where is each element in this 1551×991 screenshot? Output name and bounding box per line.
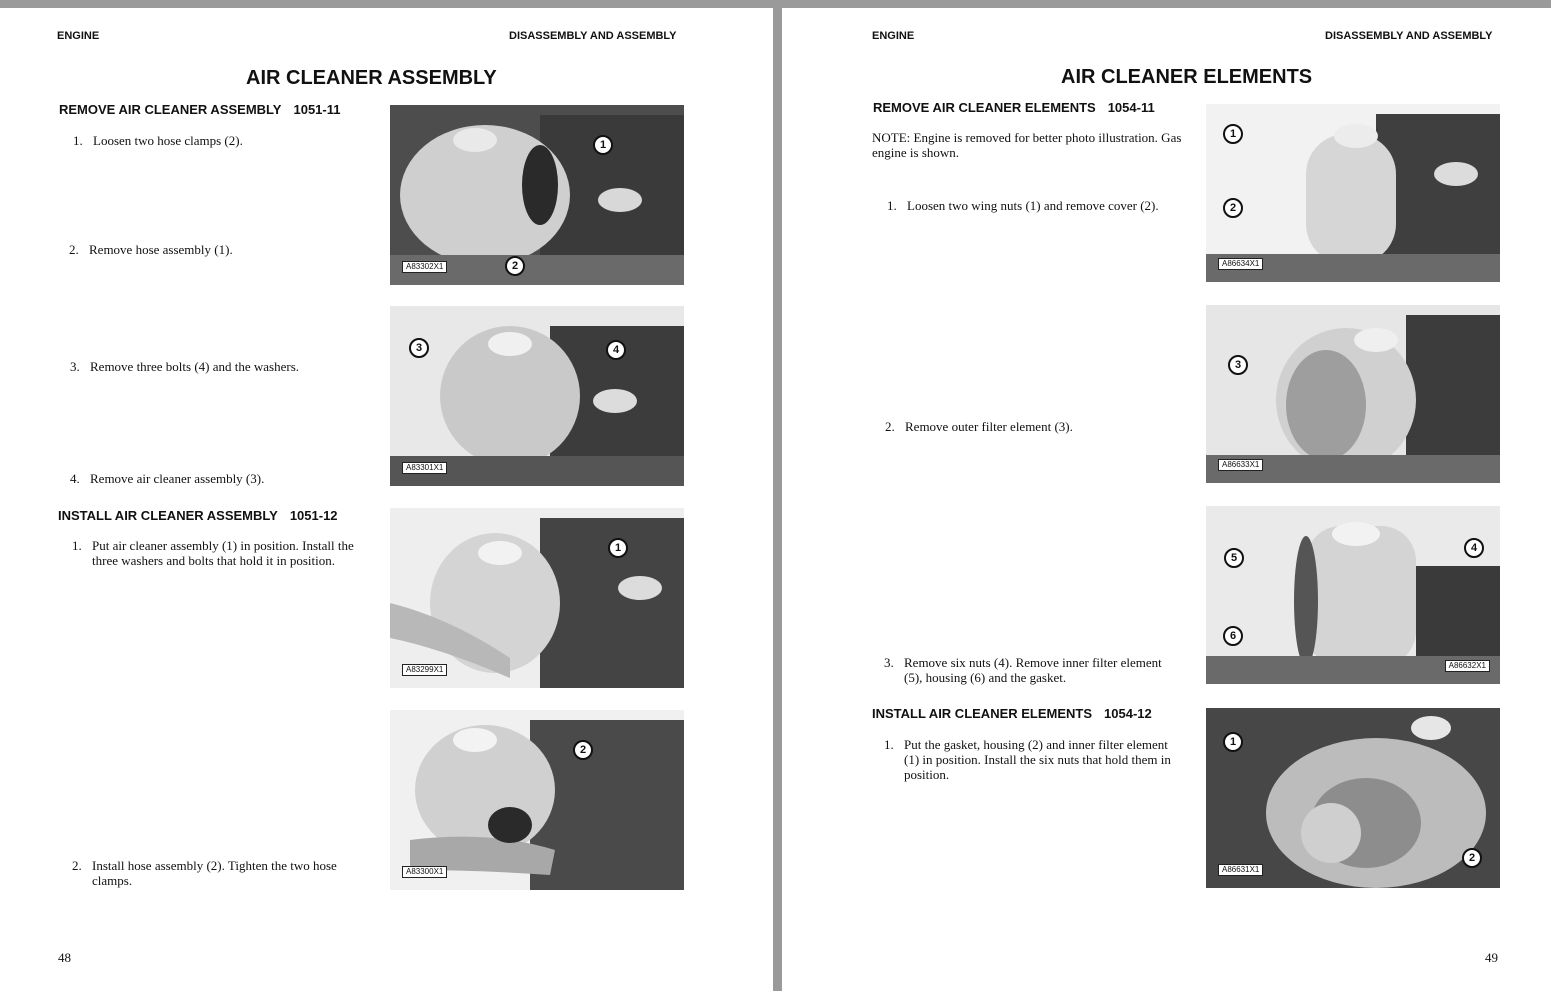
callout-marker: 1 [608,538,628,558]
callout-marker: 1 [593,135,613,155]
engine-photo-image [390,508,684,688]
callout-marker: 1 [1223,732,1243,752]
engine-photo [1206,506,1500,684]
page-number: 48 [58,950,71,965]
step-item [887,198,1187,213]
step-item [73,133,373,148]
callout-marker: 3 [1228,355,1248,375]
callout-marker: 6 [1223,626,1243,646]
section-heading-install [872,706,1152,721]
callout-marker: 2 [573,740,593,760]
section-code: 1051-12 [289,508,338,523]
page-49 [782,8,1551,991]
step-number: 4. [70,471,80,486]
photo-label: A86634X1 [1218,258,1263,270]
step-text: Remove hose assembly (1). [89,242,233,257]
step-text: Remove three bolts (4) and the washers. [90,359,300,374]
step-number: 3. [884,655,894,670]
step-text: Loosen two hose clamps (2). [93,133,243,148]
photo-label: A86632X1 [1445,660,1490,672]
engine-photo-image [1206,305,1500,483]
step-number: 1. [73,133,83,148]
engine-photo-image [1206,708,1500,888]
step-text: Remove air cleaner assembly (3). [90,471,265,486]
header-section: ENGINE [57,30,100,42]
section-code: 1051-11 [293,102,341,117]
step-item [72,858,362,888]
step-text: Loosen two wing nuts (1) and remove cover (2). [907,198,1159,213]
section-heading-text: INSTALL AIR CLEANER ASSEMBLY [58,508,278,523]
section-code: 1054-12 [1104,706,1152,721]
step-item [884,737,1174,782]
step-number: 3. [70,359,80,374]
step-number: 1. [884,737,894,752]
engine-photo [390,105,684,285]
callout-marker: 2 [1223,198,1243,218]
section-heading-text: INSTALL AIR CLEANER ELEMENTS [872,706,1093,721]
engine-photo [390,306,684,486]
step-text: Put the gasket, housing (2) and inner filter element (1) in position. Install the six nuts that hold them in position. [904,737,1171,782]
step-text: Remove outer filter element (3). [905,419,1073,434]
section-code: 1054-11 [1107,100,1155,115]
step-item [885,419,1185,434]
photo-label: A83300X1 [402,866,447,878]
callout-marker: 4 [1464,538,1484,558]
engine-photo [390,710,684,890]
section-heading-text: REMOVE AIR CLEANER ASSEMBLY [59,102,282,117]
callout-marker: 1 [1223,124,1243,144]
photo-label: A86633X1 [1218,459,1263,471]
step-item [884,655,1174,685]
step-number: 1. [72,538,82,553]
note-text: NOTE: Engine is removed for better photo illustration. Gas engine is shown. [872,130,1182,160]
callout-marker: 4 [606,340,626,360]
engine-photo-image [390,710,684,890]
photo-label: A83299X1 [402,664,447,676]
engine-photo-image [1206,506,1500,684]
step-text: Put air cleaner assembly (1) in position. Install the three washers and bolts that hold it in position. [92,538,354,568]
step-number: 1. [887,198,897,213]
section-heading-remove [873,100,1155,115]
engine-photo-image [390,306,684,486]
step-text: Install hose assembly (2). Tighten the two hose clamps. [92,858,337,888]
photo-label: A86631X1 [1218,864,1263,876]
section-heading-install [58,508,338,523]
callout-marker: 2 [505,256,525,276]
engine-photo [1206,708,1500,888]
callout-marker: 3 [409,338,429,358]
header-chapter: DISASSEMBLY AND ASSEMBLY [509,30,677,42]
callout-marker: 2 [1462,848,1482,868]
step-item [70,359,370,374]
callout-marker: 5 [1224,548,1244,568]
step-text: Remove six nuts (4). Remove inner filter element (5), housing (6) and the gasket. [904,655,1162,685]
engine-photo [1206,305,1500,483]
photo-label: A83301X1 [402,462,447,474]
step-item [72,538,362,568]
step-item [70,471,370,486]
engine-photo-image [1206,104,1500,282]
page-48 [0,8,773,991]
page-title: AIR CLEANER ASSEMBLY [246,67,497,89]
section-heading-text: REMOVE AIR CLEANER ELEMENTS [873,100,1096,115]
engine-photo [1206,104,1500,282]
photo-label: A83302X1 [402,261,447,273]
step-item [69,242,369,257]
header-chapter: DISASSEMBLY AND ASSEMBLY [1325,30,1493,42]
step-number: 2. [885,419,895,434]
page-title: AIR CLEANER ELEMENTS [1061,66,1313,88]
step-number: 2. [72,858,82,873]
section-heading-remove [59,102,340,117]
page-number: 49 [1485,950,1498,965]
engine-photo [390,508,684,688]
header-section: ENGINE [872,30,915,42]
step-number: 2. [69,242,79,257]
engine-photo-image [390,105,684,285]
